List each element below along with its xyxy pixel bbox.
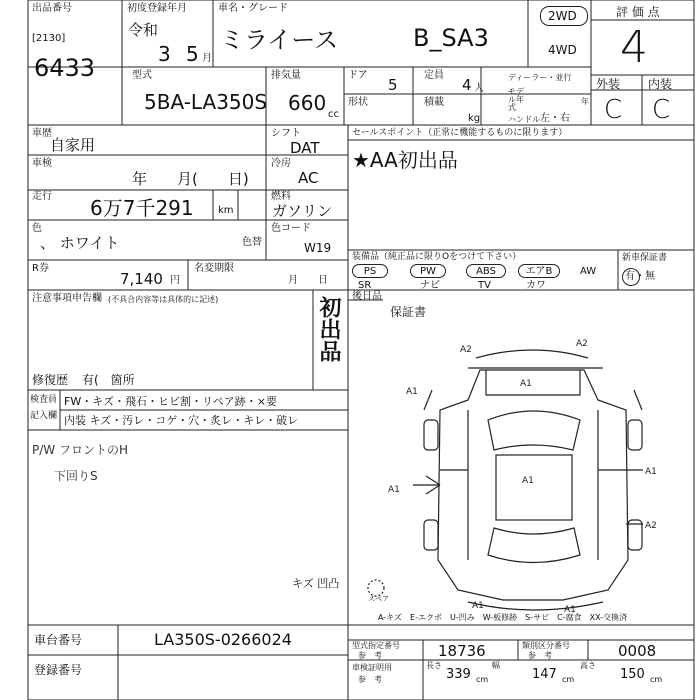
equip-pw: PW — [410, 264, 446, 278]
color-label: 色 — [32, 223, 42, 234]
mark-right-rear: A2 — [645, 521, 657, 531]
handle-value: 左・右 — [540, 113, 570, 124]
recycle-value: 7,140 — [120, 270, 163, 288]
inspector-row1: FW・キズ・飛石・ヒビ割・リペア跡・×要 — [64, 395, 277, 408]
recycle-label: R券 — [32, 263, 49, 274]
hand-note-2: 下回りS — [54, 469, 98, 483]
era: 令和 — [128, 21, 159, 39]
score: 4 — [620, 22, 648, 73]
class-sub: 参 考 — [528, 651, 552, 660]
shift-value: DAT — [290, 139, 320, 157]
width-label: 幅 — [492, 661, 500, 670]
mileage-value: 6万7千291 — [90, 196, 194, 220]
notes-label: 注意事項申告欄 — [32, 293, 102, 304]
color-value: 、 ホワイト — [40, 234, 120, 252]
mark-roof: A1 — [522, 476, 534, 486]
height-unit: cm — [650, 675, 663, 684]
spare-label: スペア — [368, 595, 389, 603]
car-diagram — [28, 0, 694, 700]
equip-navi: ナビ — [420, 280, 440, 291]
history-value: 自家用 — [50, 136, 96, 154]
registration-label: 登録番号 — [34, 663, 83, 677]
equip-abs: ABS — [466, 264, 506, 278]
diagram-note: キズ 凹凸 — [292, 577, 340, 590]
score-label: 評 価 点 — [616, 5, 660, 19]
load-label: 積載 — [424, 97, 444, 108]
lot-number: 6433 — [34, 54, 96, 82]
name-change-value: 月 日 — [288, 275, 328, 286]
drive-2wd: 2WD — [548, 9, 577, 23]
dims-label: 車検証明用 — [352, 663, 392, 672]
equip-airbag: エアB — [518, 264, 560, 278]
damage-legend: A-キズ E-エクボ U-凹み W-板修跡 S-サビ C-腐食 XX-交換済 — [378, 613, 628, 622]
model-name: ミライース — [220, 26, 339, 54]
width-unit: cm — [562, 675, 575, 684]
displacement-label: 排気量 — [271, 70, 301, 81]
reg-month: 5 — [186, 42, 199, 66]
equip-leather: カワ — [526, 280, 546, 291]
inspector-label-2: 記入欄 — [30, 411, 58, 421]
model-year-label: モデル年式 — [508, 87, 524, 112]
length-value: 339 — [446, 667, 471, 682]
month-unit: 月 — [202, 53, 212, 64]
new-car-warranty-label: 新車保証書 — [622, 253, 668, 263]
shape-label: 形状 — [348, 97, 368, 108]
history-label: 車歴 — [32, 128, 52, 139]
mark-left-door: A1 — [388, 485, 400, 495]
lot-sub: [2130] — [32, 33, 66, 44]
doors-label: ドア — [348, 70, 368, 81]
handle-label: ハンドル — [508, 115, 540, 124]
attachments-value: 保証書 — [390, 305, 427, 319]
mileage-label: 走行 — [32, 191, 52, 202]
spec-value: 18736 — [438, 642, 486, 660]
auction-sheet — [28, 0, 694, 700]
drive-4wd: 4WD — [548, 43, 577, 57]
ac-value: AC — [298, 169, 319, 187]
chassis-label: 車台番号 — [34, 633, 83, 647]
name-change-label: 名変期限 — [194, 263, 234, 274]
interior-label: 内装 — [648, 77, 673, 91]
capacity-label: 定員 — [424, 70, 444, 81]
ac-label: 冷房 — [271, 158, 291, 169]
mark-right-door: A1 — [645, 467, 657, 477]
displacement-value: 660 — [288, 91, 327, 115]
inspection-label: 車検 — [32, 158, 52, 169]
shift-label: シフト — [271, 128, 301, 139]
height-value: 150 — [620, 667, 645, 682]
grade: B_SA3 — [413, 24, 489, 52]
class-value: 0008 — [618, 642, 657, 660]
equip-tv: TV — [478, 280, 491, 291]
width-value: 147 — [532, 667, 557, 682]
equip-aw: AW — [580, 266, 597, 277]
chassis-value: LA350S-0266024 — [154, 630, 292, 649]
inspection-value: 年 月( 日) — [132, 170, 249, 188]
notes-sub: (不具合内容等は具体的に記述) — [108, 295, 219, 304]
color-code-value: W19 — [304, 241, 332, 255]
sales-point-value: ★AA初出品 — [352, 148, 458, 172]
first-listing-stamp: 初出品 — [316, 296, 341, 362]
type-label: 型式 — [132, 70, 152, 81]
color-change-label: 色替 — [242, 237, 262, 248]
recycle-unit: 円 — [170, 275, 180, 286]
reg-year: 3 — [158, 42, 171, 66]
load-unit: kg — [468, 113, 481, 124]
new-car-warranty-value: 有・無 — [625, 271, 655, 282]
capacity-value: 4 — [462, 76, 472, 94]
doors-value: 5 — [388, 76, 398, 94]
inspector-row2: 内装 キズ・汚レ・コゲ・穴・炙レ・キレ・破レ — [64, 414, 299, 427]
equip-ps: PS — [352, 264, 388, 278]
exterior-grade: C — [604, 95, 623, 125]
lot-label: 出品番号 — [32, 3, 72, 14]
model-label: 車名・グレード — [218, 3, 288, 14]
mark-front-left: A2 — [460, 345, 472, 355]
color-code-label: 色コード — [271, 223, 311, 234]
spec-sub: 参 考 — [358, 651, 382, 660]
mileage-unit: km — [218, 205, 234, 216]
mark-left-fender: A1 — [406, 387, 418, 397]
fuel-value: ガソリン — [272, 202, 333, 220]
length-unit: cm — [476, 675, 489, 684]
capacity-unit: 人 — [474, 83, 484, 94]
spec-label: 型式指定番号 — [352, 641, 400, 650]
repair-value: 有( 箇所 — [82, 373, 135, 387]
attachments-label: 後日品 — [352, 291, 382, 302]
mark-hood: A1 — [520, 379, 532, 389]
length-label: 長さ — [426, 661, 442, 670]
type-value: 5BA-LA350S — [144, 90, 268, 114]
class-label: 類別区分番号 — [522, 641, 570, 650]
mark-rear-left: A1 — [472, 601, 484, 611]
displacement-unit: cc — [328, 109, 339, 120]
dims-sub: 参 考 — [358, 675, 382, 684]
exterior-label: 外装 — [596, 77, 621, 91]
first-reg-label: 初度登録年月 — [127, 3, 187, 14]
sales-point-label: セールスポイント（正常に機能するものに限ります） — [352, 128, 568, 138]
dealer-label: ディーラー・並行 — [508, 73, 572, 82]
model-year-unit: 年 — [581, 97, 589, 106]
interior-grade: C — [652, 95, 671, 125]
hand-note-1: P/W フロントのH — [32, 443, 128, 457]
repair-label: 修復歴 — [32, 373, 69, 387]
equip-sr: SR — [358, 280, 372, 291]
mark-front-right: A2 — [576, 339, 588, 349]
mark-rear-right: A1 — [564, 605, 576, 615]
fuel-label: 燃料 — [271, 191, 291, 202]
inspector-label-1: 検査員 — [30, 395, 58, 405]
equipment-label: 装備品（純正品に限りOをつけて下さい） — [352, 252, 522, 262]
height-label: 高さ — [580, 661, 596, 670]
